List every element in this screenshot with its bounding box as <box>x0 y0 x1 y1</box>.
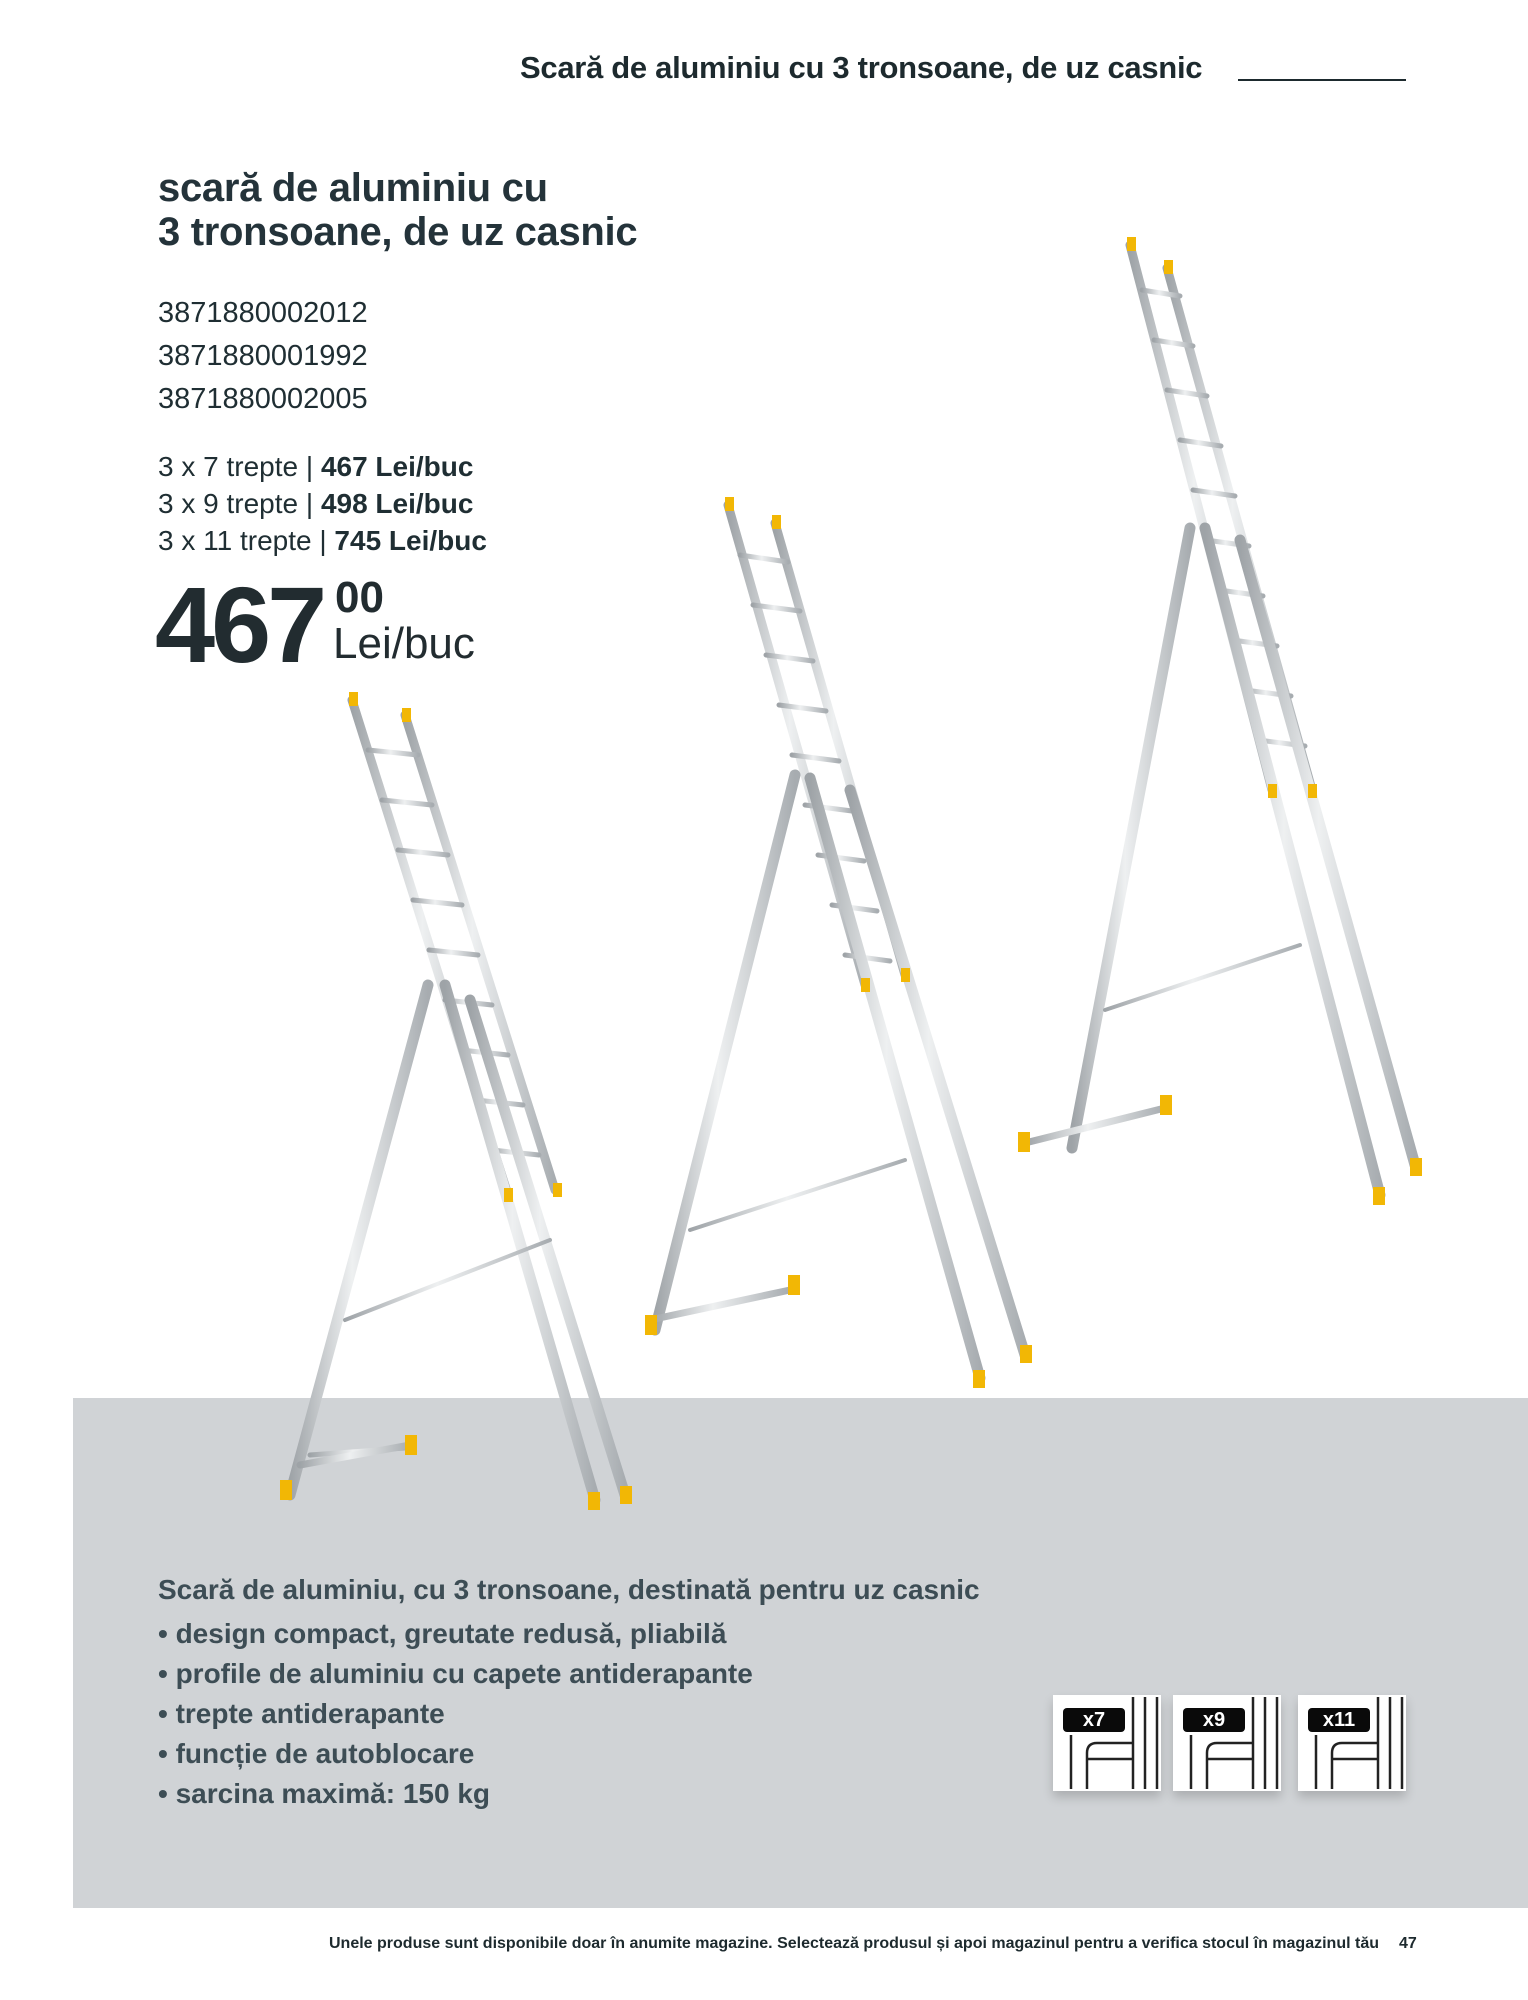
badge-label: x11 <box>1308 1708 1370 1732</box>
step-badge-x7 <box>1053 1695 1161 1791</box>
variant-price: 745 Lei/buc <box>334 525 487 556</box>
price-integer: 467 <box>155 564 324 685</box>
ladder-image-medium <box>650 505 1025 1378</box>
product-title-line-2: 3 tronsoane, de uz casnic <box>158 210 638 254</box>
description-heading: Scară de aluminiu, cu 3 tronsoane, destinată pentru uz casnic <box>158 1574 980 1605</box>
step-badge-x9 <box>1173 1695 1281 1791</box>
badge-label: x9 <box>1183 1708 1245 1732</box>
variant-separator: | <box>305 488 321 519</box>
feature-item: • design compact, greutate redusă, pliabilă <box>158 1618 727 1649</box>
product-title-line-1: scară de aluminiu cu <box>158 166 548 210</box>
price-unit: Lei/buc <box>333 619 475 668</box>
feature-item: • funcție de autoblocare <box>158 1738 475 1769</box>
variant-label: 3 x 11 trepte <box>158 525 312 556</box>
step-badge-x11 <box>1298 1695 1406 1791</box>
footer-note: Unele produse sunt disponibile doar în anumite magazine. Selectează produsul și apoi magazinul pentru a verifica stocul în magazinul tău <box>329 1935 1379 1952</box>
variant-label: 3 x 7 trepte <box>158 451 299 482</box>
badge-label: x7 <box>1063 1708 1125 1732</box>
feature-list <box>158 1614 753 1814</box>
ladder-image-large <box>1025 245 1415 1195</box>
variant-label: 3 x 9 trepte <box>158 488 299 519</box>
price-decimals: 00 <box>335 573 384 622</box>
feature-item: • sarcina maximă: 150 kg <box>158 1778 490 1809</box>
variant-price: 498 Lei/buc <box>320 488 474 519</box>
page-number: 47 <box>1399 1935 1417 1952</box>
ladder-caps-large <box>1018 237 1422 1205</box>
variant-price: 467 Lei/buc <box>320 451 474 482</box>
ladder-image-small <box>290 700 625 1500</box>
variant-separator: | <box>319 525 335 556</box>
feature-item: • profile de aluminiu cu capete antiderapante <box>158 1658 753 1689</box>
product-code: 3871880002012 <box>158 297 368 329</box>
product-code: 3871880001992 <box>158 340 368 372</box>
feature-item: • trepte antiderapante <box>158 1698 445 1729</box>
variant-separator: | <box>305 451 321 482</box>
product-code: 3871880002005 <box>158 383 368 415</box>
header-title: Scară de aluminiu cu 3 tronsoane, de uz casnic <box>520 50 1203 85</box>
